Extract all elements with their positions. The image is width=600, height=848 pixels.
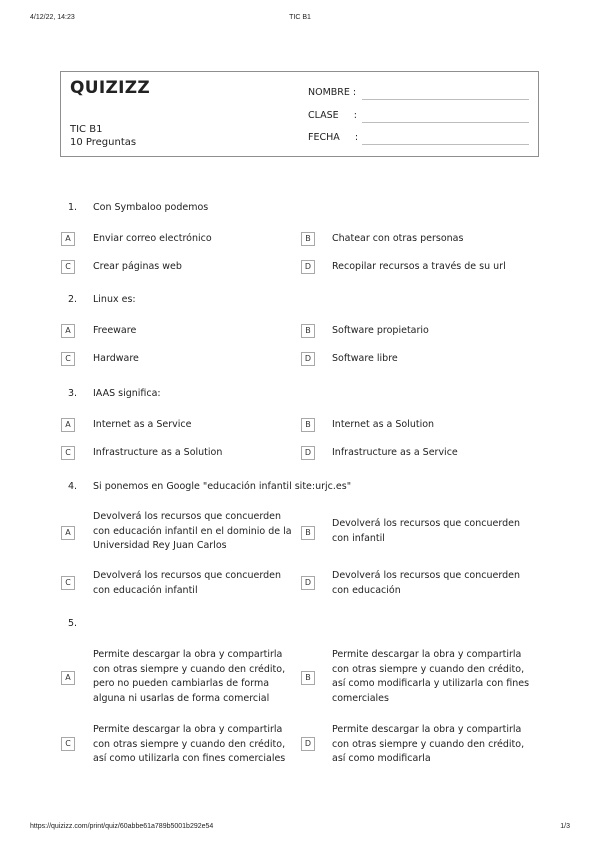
print-datetime: 4/12/22, 14:23: [30, 14, 75, 21]
option-b-text: Internet as a Solution: [332, 419, 435, 430]
question-text: Con Symbaloo podemos: [93, 202, 209, 213]
option-b-text: Devolverá los recursos que concuerden con infantil: [332, 518, 520, 544]
option-a-box[interactable]: A: [61, 418, 75, 432]
option-a-text: Enviar correo electrónico: [93, 233, 212, 244]
option-c-text: Infrastructure as a Solution: [93, 447, 223, 458]
question-number: 2.: [68, 294, 78, 305]
option-b-text: Permite descargar la obra y compartirla con otras siempre y cuando den crédito, así como modificarla y utilizarla con fines comerciales: [332, 649, 530, 704]
option-c-box[interactable]: C: [61, 737, 75, 751]
quiz-title: TIC B1: [70, 124, 103, 135]
question-count: 10 Preguntas: [70, 137, 137, 148]
option-c-text: Devolverá los recursos que concuerden con educación infantil: [93, 570, 281, 596]
option-d-text: Permite descargar la obra y compartirla con otras siempre y cuando den crédito, así como modificarla: [332, 724, 525, 764]
option-a-box[interactable]: A: [61, 232, 75, 246]
question-text: IAAS significa:: [93, 388, 161, 399]
question-text: Linux es:: [93, 294, 136, 305]
option-c-text: Crear páginas web: [93, 261, 182, 272]
option-a-box[interactable]: A: [61, 526, 75, 540]
option-d-text: Infrastructure as a Service: [332, 447, 458, 458]
fecha-label: FECHA :: [308, 132, 359, 143]
option-d-box[interactable]: D: [301, 260, 315, 274]
option-c-box[interactable]: C: [61, 576, 75, 590]
option-a-box[interactable]: A: [61, 324, 75, 338]
option-a-text: Devolverá los recursos que concuerden con educación infantil en el dominio de la Universidad Rey Juan Carlos: [93, 511, 292, 551]
question-number: 3.: [68, 388, 78, 399]
option-c-text: Hardware: [93, 353, 139, 364]
clase-line: [362, 122, 529, 123]
option-a-text: Internet as a Service: [93, 419, 192, 430]
option-b-box[interactable]: B: [301, 526, 315, 540]
option-b-box[interactable]: B: [301, 671, 315, 685]
fecha-field: [308, 132, 533, 146]
option-c-box[interactable]: C: [61, 446, 75, 460]
option-d-box[interactable]: D: [301, 352, 315, 366]
option-d-text: Software libre: [332, 353, 398, 364]
nombre-field: [308, 87, 533, 101]
quiz-header-card: [60, 71, 539, 157]
fecha-line: [362, 144, 529, 145]
print-title: TIC B1: [289, 14, 311, 21]
option-c-box[interactable]: C: [61, 352, 75, 366]
option-c-text: Permite descargar la obra y compartirla con otras siempre y cuando den crédito, así como utilizarla con fines comerciales: [93, 724, 286, 764]
option-b-text: Chatear con otras personas: [332, 233, 464, 244]
quizizz-logo: QUIZIZZ: [70, 78, 150, 98]
question-number: 4.: [68, 481, 78, 492]
option-b-box[interactable]: B: [301, 418, 315, 432]
option-d-box[interactable]: D: [301, 446, 315, 460]
option-c-box[interactable]: C: [61, 260, 75, 274]
option-b-box[interactable]: B: [301, 324, 315, 338]
option-a-text: Freeware: [93, 325, 137, 336]
clase-field: [308, 110, 533, 124]
nombre-label: NOMBRE :: [308, 87, 357, 98]
option-b-text: Software propietario: [332, 325, 429, 336]
print-page-number: 1/3: [560, 823, 570, 830]
option-d-text: Devolverá los recursos que concuerden con educación: [332, 570, 520, 596]
option-d-box[interactable]: D: [301, 737, 315, 751]
option-a-box[interactable]: A: [61, 671, 75, 685]
print-url: https://quizizz.com/print/quiz/60abbe61a789b5001b292e54: [30, 823, 214, 830]
question-text: Si ponemos en Google "educación infantil site:urjc.es": [93, 481, 352, 492]
option-a-text: Permite descargar la obra y compartirla con otras siempre y cuando den crédito, pero no pueden cambiarlas de forma alguna ni usarlas de forma comercial: [93, 649, 286, 704]
question-number: 1.: [68, 202, 78, 213]
option-b-box[interactable]: B: [301, 232, 315, 246]
option-d-text: Recopilar recursos a través de su url: [332, 261, 506, 272]
nombre-line: [362, 99, 529, 100]
option-d-box[interactable]: D: [301, 576, 315, 590]
question-number: 5.: [68, 618, 78, 629]
clase-label: CLASE :: [308, 110, 357, 121]
